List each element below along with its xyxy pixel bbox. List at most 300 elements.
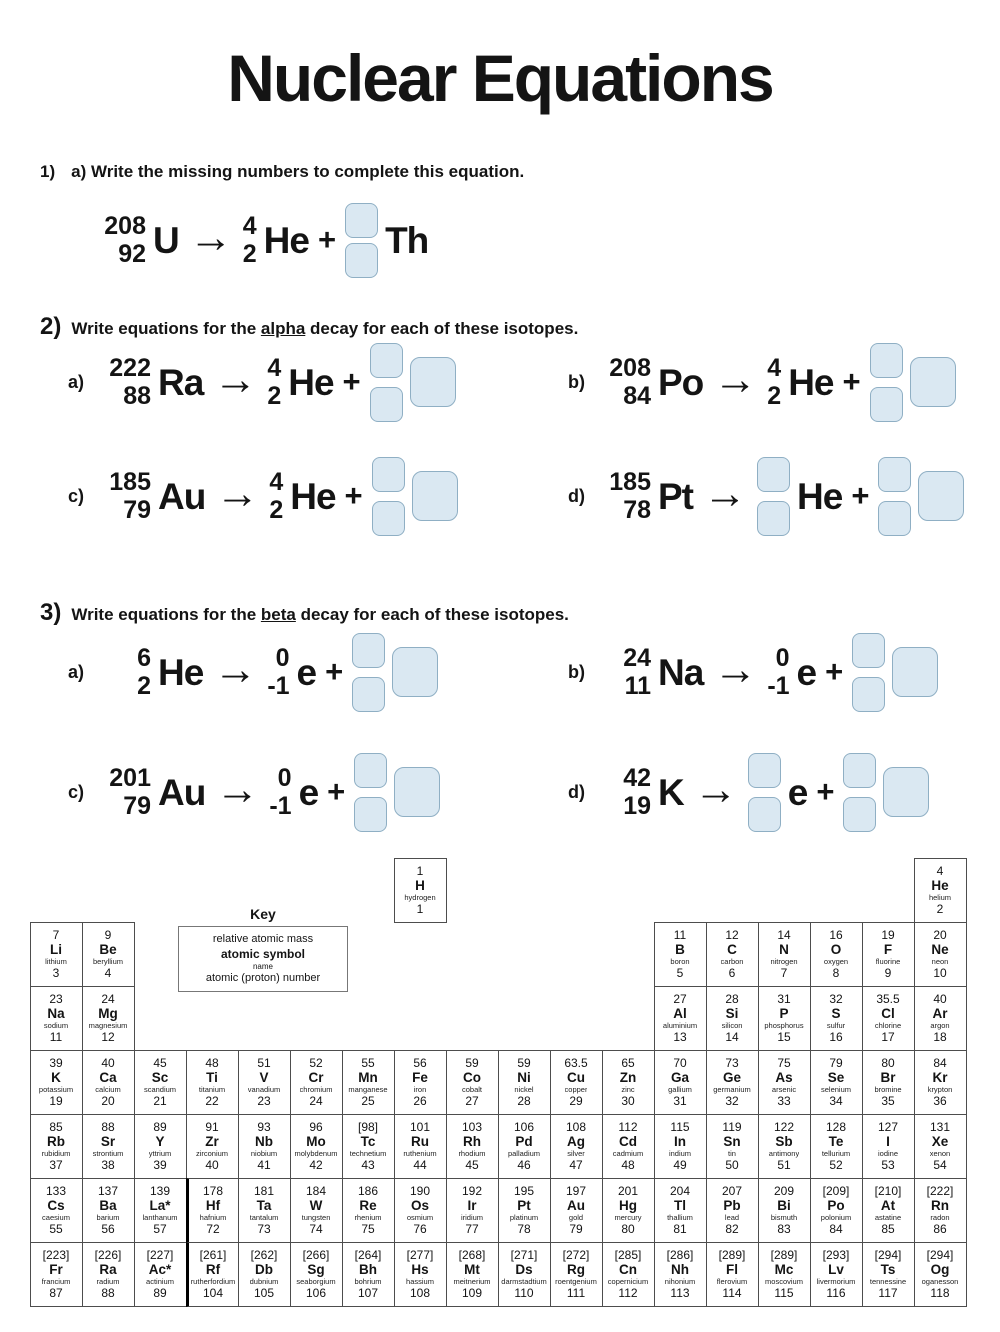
nuclide-numbers bbox=[767, 644, 789, 700]
element-cell-Au bbox=[550, 1178, 603, 1243]
element-name: yttrium bbox=[148, 1149, 172, 1158]
element-name: oganesson bbox=[921, 1277, 959, 1286]
element-name: rhenium bbox=[354, 1213, 382, 1222]
answer-box-stack bbox=[878, 457, 911, 536]
atomic-number: -1 bbox=[767, 672, 790, 700]
element-number: 3 bbox=[52, 966, 60, 980]
mass-number: 4 bbox=[267, 354, 282, 382]
element-symbol: Po bbox=[827, 1198, 845, 1213]
element-number: 44 bbox=[413, 1158, 427, 1172]
element-number: 25 bbox=[361, 1094, 375, 1108]
element-cell-Cn bbox=[602, 1242, 655, 1307]
element-cell-S bbox=[810, 986, 863, 1051]
answer-box-symbol[interactable] bbox=[918, 471, 964, 521]
element-name: silicon bbox=[721, 1021, 743, 1030]
decay-arrow-icon: → bbox=[215, 469, 260, 518]
element-symbol: O bbox=[830, 942, 842, 957]
answer-box-mass[interactable] bbox=[372, 457, 405, 492]
answer-box-mass[interactable] bbox=[370, 343, 403, 378]
element-cell-N bbox=[758, 922, 811, 987]
element-name: radon bbox=[930, 1213, 950, 1222]
element-name: barium bbox=[96, 1213, 120, 1222]
element-mass: [272] bbox=[562, 1248, 590, 1262]
atomic-number: 2 bbox=[242, 240, 257, 268]
answer-box-atomic[interactable] bbox=[352, 677, 385, 712]
answer-box-symbol[interactable] bbox=[410, 357, 456, 407]
element-name: selenium bbox=[820, 1085, 851, 1094]
element-cell-Ga bbox=[654, 1050, 707, 1115]
question3-text: Write equations for the beta decay for each of these isotopes. bbox=[71, 605, 569, 624]
element-number: 55 bbox=[49, 1222, 63, 1236]
element-number: 85 bbox=[881, 1222, 895, 1236]
element-name: iridium bbox=[460, 1213, 484, 1222]
key-name: name bbox=[252, 961, 273, 971]
element-name: nihonium bbox=[664, 1277, 696, 1286]
element-name: technetium bbox=[349, 1149, 387, 1158]
element-symbol: Li bbox=[50, 942, 62, 957]
element-number: 72 bbox=[206, 1222, 220, 1236]
element-symbol: Ds bbox=[515, 1262, 533, 1277]
element-number: 38 bbox=[101, 1158, 115, 1172]
element-cell-Rg bbox=[550, 1242, 603, 1307]
element-symbol: W bbox=[309, 1198, 323, 1213]
underlined-word: beta bbox=[260, 605, 296, 624]
element-number: 17 bbox=[881, 1030, 895, 1044]
element-mass: 65 bbox=[621, 1056, 635, 1070]
answer-box-stack bbox=[748, 753, 781, 832]
element-name: bohrium bbox=[354, 1277, 382, 1286]
item-label: c) bbox=[68, 485, 85, 506]
element-mass: 106 bbox=[513, 1120, 535, 1134]
element-name: indium bbox=[668, 1149, 692, 1158]
element-cell-Hs bbox=[394, 1242, 447, 1307]
element-symbol: He bbox=[290, 475, 336, 517]
element-number: 45 bbox=[465, 1158, 479, 1172]
element-name: bromine bbox=[874, 1085, 902, 1094]
element-number: 33 bbox=[777, 1094, 791, 1108]
question2-text: Write equations for the alpha decay for each of these isotopes. bbox=[71, 319, 579, 338]
answer-box-symbol[interactable] bbox=[394, 767, 440, 817]
element-symbol: e bbox=[787, 771, 808, 813]
element-mass: 73 bbox=[725, 1056, 739, 1070]
answer-box-stack bbox=[870, 343, 903, 422]
element-symbol: Th bbox=[385, 219, 429, 261]
element-mass: 56 bbox=[413, 1056, 427, 1070]
answer-box-mass[interactable] bbox=[878, 457, 911, 492]
element-cell-Ni bbox=[498, 1050, 551, 1115]
element-mass: 139 bbox=[149, 1184, 171, 1198]
equation-q3b bbox=[568, 624, 938, 720]
element-cell-Sr bbox=[82, 1114, 135, 1179]
element-name: silver bbox=[567, 1149, 585, 1158]
element-cell-Be bbox=[82, 922, 135, 987]
answer-box-symbol[interactable] bbox=[412, 471, 458, 521]
element-number: 19 bbox=[49, 1094, 63, 1108]
equation-q2d bbox=[568, 448, 964, 544]
answer-box-atomic[interactable] bbox=[345, 243, 378, 278]
element-name: arsenic bbox=[771, 1085, 797, 1094]
mass-number: 24 bbox=[623, 644, 651, 672]
element-symbol: Pt bbox=[658, 475, 693, 517]
element-number: 28 bbox=[517, 1094, 531, 1108]
element-number: 51 bbox=[777, 1158, 791, 1172]
decay-arrow-icon: → bbox=[215, 765, 260, 814]
element-mass: [222] bbox=[926, 1184, 954, 1198]
element-number: 30 bbox=[621, 1094, 635, 1108]
element-cell-Ne bbox=[914, 922, 967, 987]
element-mass: 115 bbox=[670, 1120, 690, 1134]
mass-number: 6 bbox=[137, 644, 151, 672]
plus-sign: + bbox=[327, 774, 346, 809]
element-symbol: Mg bbox=[98, 1006, 118, 1021]
element-number: 34 bbox=[829, 1094, 843, 1108]
element-name: sodium bbox=[43, 1021, 69, 1030]
element-number: 113 bbox=[670, 1286, 690, 1300]
element-cell-Ru bbox=[394, 1114, 447, 1179]
decay-arrow-icon: → bbox=[703, 469, 747, 518]
element-symbol: Cd bbox=[619, 1134, 637, 1149]
element-name: beryllium bbox=[92, 957, 123, 966]
element-name: vanadium bbox=[247, 1085, 281, 1094]
element-number: 53 bbox=[881, 1158, 895, 1172]
element-symbol: Re bbox=[359, 1198, 377, 1213]
element-mass: 131 bbox=[929, 1120, 951, 1134]
element-cell-At bbox=[862, 1178, 915, 1243]
answer-box-symbol[interactable] bbox=[883, 767, 929, 817]
answer-box-atomic[interactable] bbox=[354, 797, 387, 832]
element-number: 109 bbox=[461, 1286, 483, 1300]
element-number: 83 bbox=[777, 1222, 791, 1236]
element-cell-Nb bbox=[238, 1114, 291, 1179]
element-name: palladium bbox=[507, 1149, 541, 1158]
element-name: moscovium bbox=[765, 1277, 803, 1286]
element-symbol: Y bbox=[155, 1134, 165, 1149]
element-mass: 133 bbox=[45, 1184, 67, 1198]
element-cell-Na bbox=[30, 986, 83, 1051]
element-symbol: Nh bbox=[671, 1262, 689, 1277]
element-name: lead bbox=[724, 1213, 740, 1222]
answer-box-symbol[interactable] bbox=[892, 647, 938, 697]
element-mass: 32 bbox=[829, 992, 843, 1006]
element-cell-Cl bbox=[862, 986, 915, 1051]
element-cell-Mc bbox=[758, 1242, 811, 1307]
underlined-word: alpha bbox=[260, 319, 306, 338]
answer-box-atomic[interactable] bbox=[372, 501, 405, 536]
element-cell-Rn bbox=[914, 1178, 967, 1243]
element-name: potassium bbox=[38, 1085, 74, 1094]
element-number: 13 bbox=[673, 1030, 687, 1044]
equation-q3a bbox=[68, 624, 438, 720]
element-symbol: N bbox=[779, 942, 789, 957]
element-name: roentgenium bbox=[555, 1277, 597, 1286]
element-symbol: Au bbox=[158, 475, 206, 517]
element-cell-Hg bbox=[602, 1178, 655, 1243]
element-number: 108 bbox=[409, 1286, 431, 1300]
element-mass: 24 bbox=[101, 992, 115, 1006]
element-cell-Mo bbox=[290, 1114, 343, 1179]
element-cell-Nh bbox=[654, 1242, 707, 1307]
element-cell-Mn bbox=[342, 1050, 395, 1115]
element-mass: [289] bbox=[770, 1248, 798, 1262]
element-symbol: He bbox=[788, 361, 834, 403]
element-mass: 31 bbox=[777, 992, 791, 1006]
element-symbol: Ne bbox=[931, 942, 949, 957]
element-symbol: e bbox=[296, 651, 317, 693]
element-mass: [261] bbox=[199, 1248, 227, 1262]
answer-box-stack bbox=[843, 753, 876, 832]
element-name: zinc bbox=[621, 1085, 635, 1094]
element-symbol: Hg bbox=[619, 1198, 637, 1213]
element-cell-Zr bbox=[186, 1114, 239, 1179]
element-mass: [289] bbox=[718, 1248, 746, 1262]
element-cell-P bbox=[758, 986, 811, 1051]
plus-sign: + bbox=[825, 654, 844, 689]
element-mass: 40 bbox=[933, 992, 947, 1006]
element-number: 6 bbox=[728, 966, 736, 980]
answer-box-atomic[interactable] bbox=[748, 797, 781, 832]
element-symbol: Sc bbox=[151, 1070, 169, 1085]
element-number: 76 bbox=[413, 1222, 427, 1236]
element-symbol: Ta bbox=[256, 1198, 272, 1213]
answer-box-atomic[interactable] bbox=[370, 387, 403, 422]
answer-box-mass[interactable] bbox=[843, 753, 876, 788]
element-number: 50 bbox=[725, 1158, 739, 1172]
answer-box-mass[interactable] bbox=[852, 633, 885, 668]
element-name: hafnium bbox=[199, 1213, 227, 1222]
element-name: chlorine bbox=[874, 1021, 902, 1030]
element-mass: [98] bbox=[357, 1120, 378, 1134]
element-symbol: He bbox=[931, 878, 949, 893]
element-symbol: Hs bbox=[411, 1262, 429, 1277]
element-symbol: He bbox=[288, 361, 334, 403]
mass-number: 201 bbox=[109, 764, 151, 792]
element-mass: 55 bbox=[361, 1056, 375, 1070]
element-cell-C bbox=[706, 922, 759, 987]
element-cell-Ca bbox=[82, 1050, 135, 1115]
element-cell-Ac bbox=[134, 1242, 187, 1307]
element-symbol: P bbox=[779, 1006, 789, 1021]
answer-box-atomic[interactable] bbox=[852, 677, 885, 712]
element-mass: [266] bbox=[302, 1248, 330, 1262]
element-name: fluorine bbox=[875, 957, 901, 966]
element-cell-H bbox=[394, 858, 447, 923]
element-mass: 11 bbox=[673, 928, 687, 942]
element-cell-Ta bbox=[238, 1178, 291, 1243]
mass-number: 222 bbox=[109, 354, 151, 382]
element-symbol: Ca bbox=[99, 1070, 117, 1085]
element-mass: 27 bbox=[673, 992, 687, 1006]
element-number: 32 bbox=[725, 1094, 739, 1108]
element-cell-Y bbox=[134, 1114, 187, 1179]
element-number: 73 bbox=[257, 1222, 271, 1236]
question1-number: 1) bbox=[40, 162, 56, 181]
nuclide-numbers bbox=[603, 354, 651, 410]
element-number: 48 bbox=[621, 1158, 635, 1172]
element-number: 1 bbox=[416, 902, 424, 916]
element-name: niobium bbox=[250, 1149, 278, 1158]
element-number: 54 bbox=[933, 1158, 947, 1172]
element-symbol: Au bbox=[158, 771, 206, 813]
atomic-number: 92 bbox=[118, 240, 146, 268]
element-symbol: Zn bbox=[619, 1070, 637, 1085]
answer-box-mass[interactable] bbox=[354, 753, 387, 788]
atomic-number: -1 bbox=[267, 672, 290, 700]
element-name: tennessine bbox=[869, 1277, 907, 1286]
element-cell-Mt bbox=[446, 1242, 499, 1307]
answer-box-mass[interactable] bbox=[748, 753, 781, 788]
element-mass: 1 bbox=[416, 864, 424, 878]
element-name: flerovium bbox=[716, 1277, 748, 1286]
nuclide-numbers bbox=[267, 644, 289, 700]
nuclide-numbers bbox=[103, 468, 151, 524]
element-number: 80 bbox=[621, 1222, 635, 1236]
element-number: 27 bbox=[465, 1094, 479, 1108]
element-cell-Rh bbox=[446, 1114, 499, 1179]
element-name: mercury bbox=[614, 1213, 642, 1222]
element-name: actinium bbox=[146, 1277, 174, 1286]
equation-q3c bbox=[68, 744, 440, 840]
answer-box-mass[interactable] bbox=[345, 203, 378, 238]
element-number: 57 bbox=[153, 1222, 167, 1236]
element-mass: [277] bbox=[406, 1248, 434, 1262]
answer-box-mass[interactable] bbox=[352, 633, 385, 668]
plus-sign: + bbox=[842, 364, 861, 399]
element-symbol: Pd bbox=[515, 1134, 533, 1149]
element-cell-Fl bbox=[706, 1242, 759, 1307]
element-symbol: Ra bbox=[99, 1262, 117, 1277]
element-symbol: Te bbox=[828, 1134, 844, 1149]
element-mass: 39 bbox=[49, 1056, 63, 1070]
element-mass: 12 bbox=[725, 928, 739, 942]
element-mass: 184 bbox=[305, 1184, 327, 1198]
nuclide-numbers bbox=[98, 212, 146, 268]
element-mass: 80 bbox=[881, 1056, 895, 1070]
element-cell-Cr bbox=[290, 1050, 343, 1115]
element-name: chromium bbox=[299, 1085, 333, 1094]
element-mass: [294] bbox=[874, 1248, 902, 1262]
answer-box-symbol[interactable] bbox=[910, 357, 956, 407]
element-name: antimony bbox=[768, 1149, 800, 1158]
mass-number: 208 bbox=[104, 212, 146, 240]
element-name: livermorium bbox=[816, 1277, 856, 1286]
element-symbol: He bbox=[263, 219, 309, 261]
element-symbol: Po bbox=[658, 361, 704, 403]
equation-q2c bbox=[68, 448, 458, 544]
element-number: 20 bbox=[101, 1094, 115, 1108]
element-symbol: As bbox=[775, 1070, 793, 1085]
element-mass: 91 bbox=[205, 1120, 219, 1134]
element-name: lithium bbox=[45, 957, 67, 966]
element-symbol: Sb bbox=[775, 1134, 793, 1149]
item-label: d) bbox=[568, 485, 585, 506]
atomic-number: 2 bbox=[269, 496, 284, 524]
element-mass: 16 bbox=[829, 928, 843, 942]
element-mass: 51 bbox=[257, 1056, 271, 1070]
element-mass: 209 bbox=[773, 1184, 795, 1198]
element-number: 11 bbox=[49, 1030, 63, 1044]
element-symbol: Db bbox=[255, 1262, 273, 1277]
element-cell-Ts bbox=[862, 1242, 915, 1307]
nuclide-numbers bbox=[269, 764, 291, 820]
element-mass: 79 bbox=[829, 1056, 843, 1070]
answer-box-atomic[interactable] bbox=[757, 501, 790, 536]
element-number: 21 bbox=[153, 1094, 167, 1108]
element-symbol: In bbox=[674, 1134, 686, 1149]
element-name: aluminium bbox=[662, 1021, 698, 1030]
element-cell-Al bbox=[654, 986, 707, 1051]
element-name: hassium bbox=[406, 1277, 434, 1286]
answer-box-atomic[interactable] bbox=[878, 501, 911, 536]
element-cell-Xe bbox=[914, 1114, 967, 1179]
element-mass: [262] bbox=[250, 1248, 278, 1262]
answer-box-symbol[interactable] bbox=[392, 647, 438, 697]
element-cell-Br bbox=[862, 1050, 915, 1115]
element-symbol: Ac* bbox=[148, 1262, 172, 1277]
atomic-number: 2 bbox=[137, 672, 151, 700]
element-cell-O bbox=[810, 922, 863, 987]
element-cell-Os bbox=[394, 1178, 447, 1243]
equation-q2a bbox=[68, 334, 456, 430]
element-mass: [223] bbox=[42, 1248, 70, 1262]
atomic-number: 78 bbox=[623, 496, 651, 524]
element-symbol: F bbox=[883, 942, 893, 957]
element-symbol: U bbox=[153, 219, 179, 261]
element-mass: 192 bbox=[461, 1184, 483, 1198]
answer-box-atomic[interactable] bbox=[870, 387, 903, 422]
element-name: bismuth bbox=[770, 1213, 798, 1222]
element-name: argon bbox=[930, 1021, 950, 1030]
element-mass: 88 bbox=[101, 1120, 115, 1134]
element-name: gallium bbox=[668, 1085, 692, 1094]
element-number: 9 bbox=[884, 966, 892, 980]
answer-box-mass[interactable] bbox=[757, 457, 790, 492]
element-symbol: At bbox=[880, 1198, 896, 1213]
element-symbol: H bbox=[415, 878, 425, 893]
element-name: copper bbox=[564, 1085, 588, 1094]
element-cell-Ar bbox=[914, 986, 967, 1051]
element-symbol: Rf bbox=[205, 1262, 221, 1277]
element-symbol: C bbox=[727, 942, 737, 957]
element-number: 86 bbox=[933, 1222, 947, 1236]
element-name: carbon bbox=[720, 957, 744, 966]
element-cell-I bbox=[862, 1114, 915, 1179]
element-number: 2 bbox=[936, 902, 944, 916]
item-label: c) bbox=[68, 781, 85, 802]
answer-box-stack bbox=[352, 633, 385, 712]
element-symbol: B bbox=[675, 942, 685, 957]
nuclide-numbers bbox=[603, 644, 651, 700]
element-name: cadmium bbox=[612, 1149, 644, 1158]
element-symbol: Ir bbox=[467, 1198, 477, 1213]
answer-box-atomic[interactable] bbox=[843, 797, 876, 832]
element-number: 5 bbox=[676, 966, 684, 980]
element-name: scandium bbox=[143, 1085, 177, 1094]
equation-q3d bbox=[568, 744, 929, 840]
element-number: 116 bbox=[826, 1286, 846, 1300]
element-symbol: He bbox=[158, 651, 204, 693]
atomic-number: 2 bbox=[767, 382, 782, 410]
element-number: 24 bbox=[309, 1094, 323, 1108]
element-number: 52 bbox=[829, 1158, 843, 1172]
answer-box-mass[interactable] bbox=[870, 343, 903, 378]
atomic-number: 88 bbox=[123, 382, 151, 410]
element-symbol: Ti bbox=[206, 1070, 218, 1085]
element-symbol: Be bbox=[99, 942, 117, 957]
element-mass: 45 bbox=[153, 1056, 167, 1070]
answer-box-stack bbox=[372, 457, 405, 536]
element-number: 8 bbox=[832, 966, 840, 980]
element-name: krypton bbox=[927, 1085, 953, 1094]
